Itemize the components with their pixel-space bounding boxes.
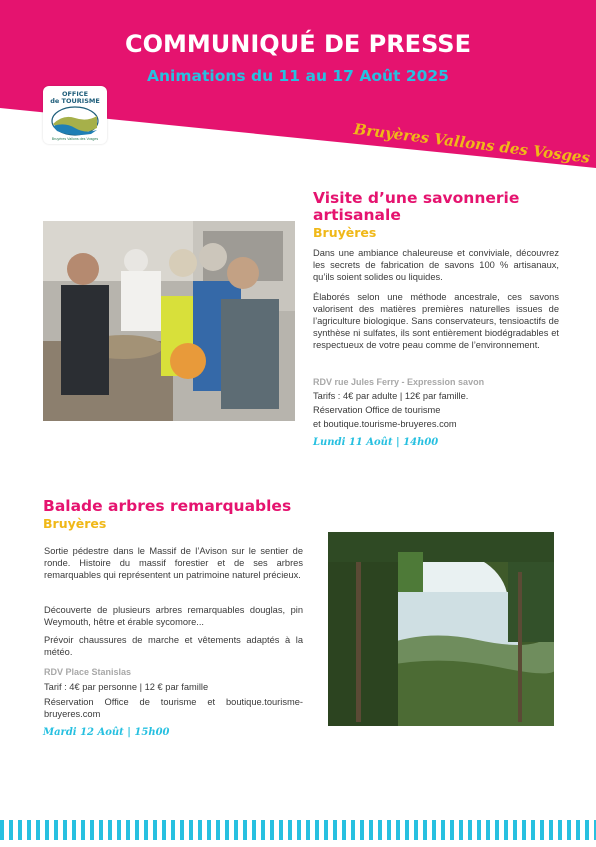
soap-workshop-photo [43,221,295,421]
page-title: COMMUNIQUÉ DE PRESSE [125,30,471,58]
landscape-icon [51,106,99,136]
event-1-date-time: Lundi 11 Août | 14h00 [313,437,439,448]
footer-stripe-decoration [0,818,596,842]
event-2-title: Balade arbres remarquables [43,497,292,515]
event-2-date-time: Mardi 12 Août | 15h00 [43,727,170,738]
event-1-rdv: RDV rue Jules Ferry - Expression savon [313,377,485,387]
event-1-reservation: Réservation Office de tourisme [313,405,441,415]
event-2-price: Tarif : 4€ par personne | 12 € par famille [44,682,209,692]
event-1-town: Bruyères [313,225,377,240]
event-1-paragraph-1: Dans une ambiance chaleureuse et conviviale, découvrez les secrets de fabrication de savons 100 % artisanaux, qu’ils soient solides ou liquides. [313,248,559,283]
event-2-reservation: Réservation Office de tourisme et boutique.tourisme-bruyeres.com [44,697,303,720]
event-2-paragraph-3: Prévoir chaussures de marche et vêtements adaptés à la météo. [44,635,303,658]
event-1-title-line1: Visite d’une savonnerie [313,189,520,207]
page-subtitle: Animations du 11 au 17 Août 2025 [147,67,449,85]
forest-view-photo [328,532,554,726]
tourism-office-logo: OFFICE de TOURISME Bruyères Vallons des Vosges [43,86,107,144]
event-2-rdv: RDV Place Stanislas [44,667,132,677]
event-2-town: Bruyères [43,516,107,531]
event-1-reservation-url: et boutique.tourisme-bruyeres.com [313,419,457,429]
brand-signature: Bruyères Vallons des Vosges [352,120,591,167]
event-1-price: Tarifs : 4€ par adulte | 12€ par famille. [313,391,469,401]
event-1-title-line2: artisanale [313,206,401,224]
event-1-paragraph-2: Élaborés selon une méthode ancestrale, ces savons valorisent des matières premières naturelles issues de l’agriculture biologique. Sans conservateurs, tensioactifs de synthèse ni sulfates, ils sont entièrement biodégradables et respectueux de votre peau comme de l’environnement. [313,292,559,351]
event-2-paragraph-2: Découverte de plusieurs arbres remarquables douglas, pin Weymouth, hêtre et érable sycomore... [44,605,303,628]
event-2-paragraph-1: Sortie pédestre dans le Massif de l’Avison sur le sentier de ronde. Histoire du massif forestier et de ses arbres remarquables qui représentent un patrimoine naturel précieux. [44,546,303,581]
